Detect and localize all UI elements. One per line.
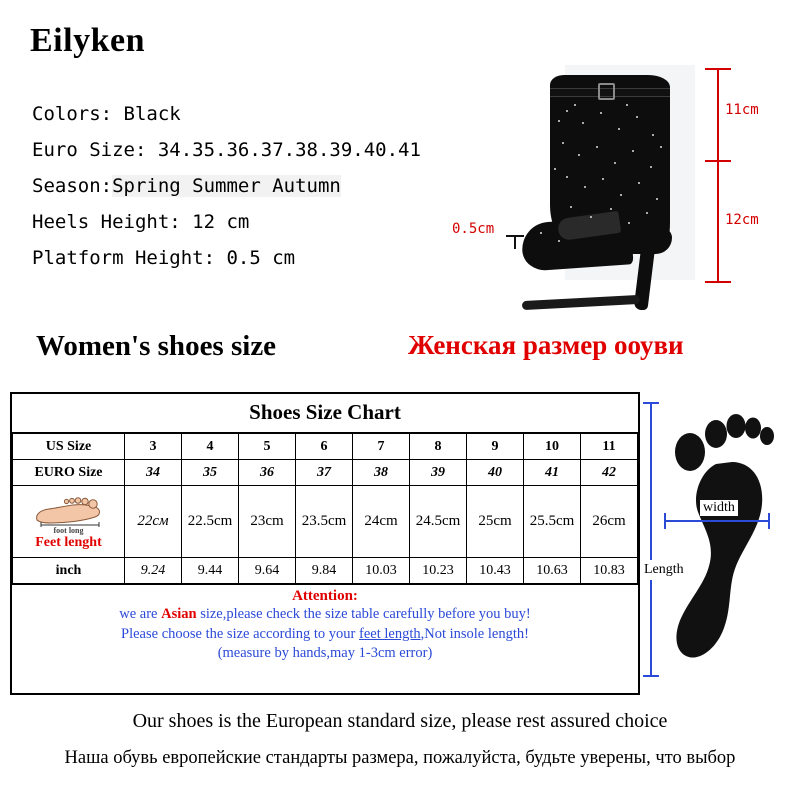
attention-line-3: (measure by hands,may 1-3cm error)	[217, 645, 433, 662]
cell-us-2: 5	[239, 434, 296, 460]
cell-us-5: 8	[410, 434, 467, 460]
measure-tick-bottom	[705, 281, 731, 283]
width-arrow-left-cap	[664, 513, 666, 529]
measure-label-shaft: 11cm	[725, 102, 759, 118]
footer-line-english: Our shoes is the European standard size, please rest assured choice	[132, 710, 668, 732]
cell-us-4: 7	[353, 434, 410, 460]
brand-logo: Eilyken	[30, 22, 145, 59]
row-label-us-size: US Size	[13, 434, 125, 460]
cell-us-1: 4	[182, 434, 239, 460]
spec-label-platform-height: Platform Height:	[32, 247, 216, 269]
cell-euro-4: 38	[353, 460, 410, 486]
measure-label-heel: 12cm	[725, 212, 759, 228]
measure-tick-top	[705, 68, 731, 70]
width-arrow-right-cap	[768, 513, 770, 529]
product-photo	[452, 50, 770, 300]
spec-value-colors: Black	[123, 103, 181, 125]
attention-line-1	[16, 605, 634, 625]
attention-line-1-red: Asian	[161, 606, 197, 622]
attention-line-2	[16, 625, 634, 645]
cell-inch-4: 10.03	[353, 558, 410, 584]
measure-platform-tick	[506, 235, 524, 237]
foot-measure-diagram	[642, 392, 792, 695]
measure-label-platform: 0.5cm	[452, 221, 495, 237]
cell-euro-1: 35	[182, 460, 239, 486]
spec-label-heels-height: Heels Height:	[32, 211, 181, 233]
cell-inch-6: 10.43	[467, 558, 524, 584]
measure-platform-rule	[514, 235, 516, 249]
cell-feet-0: 22см	[125, 486, 182, 558]
cell-euro-7: 41	[524, 460, 581, 486]
spec-label-euro-size: Euro Size:	[32, 139, 147, 161]
length-arrow-line	[650, 402, 652, 677]
attention-line-2-underline: feet length	[359, 625, 421, 642]
cell-euro-5: 39	[410, 460, 467, 486]
spec-row-season	[32, 177, 462, 196]
attention-line-1-b: size,please check the size table carefully before you buy!	[196, 606, 531, 622]
row-label-feet-length	[13, 486, 125, 558]
boot-buckle-icon	[598, 83, 615, 100]
measure-vertical-rule	[717, 68, 719, 283]
cell-euro-3: 37	[296, 460, 353, 486]
cell-feet-6: 25cm	[467, 486, 524, 558]
cell-feet-8: 26cm	[581, 486, 638, 558]
spec-value-heels-height: 12 cm	[192, 211, 250, 233]
spec-row-heels-height	[32, 213, 462, 232]
cell-inch-2: 9.64	[239, 558, 296, 584]
product-specs	[32, 105, 462, 285]
cell-us-8: 11	[581, 434, 638, 460]
size-chart	[10, 392, 640, 695]
size-chart-title: Shoes Size Chart	[12, 394, 638, 433]
cell-us-7: 10	[524, 434, 581, 460]
cell-euro-2: 36	[239, 460, 296, 486]
footer-line-russian: Наша обувь европейские стандарты размера, пожалуйста, будьте уверены, что выбор	[64, 748, 736, 768]
measure-tick-mid	[705, 160, 731, 162]
cell-us-3: 6	[296, 434, 353, 460]
foot-icon-caption: foot long	[53, 526, 84, 536]
length-label: Length	[642, 560, 686, 580]
cell-feet-2: 23cm	[239, 486, 296, 558]
cell-inch-0: 9.24	[125, 558, 182, 584]
attention-notice	[12, 584, 638, 666]
cell-euro-0: 34	[125, 460, 182, 486]
spec-row-platform-height	[32, 249, 462, 268]
spec-label-season: Season:	[32, 175, 113, 197]
size-chart-table	[12, 433, 638, 584]
boot-sole-shape	[522, 295, 640, 310]
cell-us-0: 3	[125, 434, 182, 460]
foot-silhouette-icon	[660, 400, 780, 690]
attention-line-1-a: we are	[119, 606, 162, 622]
length-arrow-bottom-cap	[643, 675, 659, 677]
cell-us-6: 9	[467, 434, 524, 460]
section-heading-english: Women's shoes size	[36, 330, 277, 362]
spec-value-platform-height: 0.5 cm	[226, 247, 296, 269]
cell-inch-3: 9.84	[296, 558, 353, 584]
cell-inch-1: 9.44	[182, 558, 239, 584]
attention-line-2-a: Please choose the size according to your	[121, 625, 359, 642]
row-label-feet-length-text: Feet lenght	[35, 535, 102, 551]
section-heading-russian: Женская размер ооуви	[408, 330, 684, 360]
table-row-inch	[13, 558, 638, 584]
width-arrow-line	[664, 520, 770, 522]
cell-feet-7: 25.5cm	[524, 486, 581, 558]
spec-row-colors	[32, 105, 462, 124]
spec-label-colors: Colors:	[32, 103, 113, 125]
spec-row-euro-size	[32, 141, 462, 160]
cell-euro-6: 40	[467, 460, 524, 486]
spec-value-euro-size: 34.35.36.37.38.39.40.41	[157, 139, 421, 161]
cell-feet-3: 23.5cm	[296, 486, 353, 558]
cell-euro-8: 42	[581, 460, 638, 486]
cell-feet-1: 22.5cm	[182, 486, 239, 558]
row-label-euro-size: EURO Size	[13, 460, 125, 486]
cell-inch-5: 10.23	[410, 558, 467, 584]
width-label: width	[700, 500, 738, 516]
length-arrow-top-cap	[643, 402, 659, 404]
table-row-feet-length	[13, 486, 638, 558]
table-row-us-size	[13, 434, 638, 460]
cell-inch-7: 10.63	[524, 558, 581, 584]
spec-value-season: Spring Summer Autumn	[112, 175, 341, 197]
cell-feet-5: 24.5cm	[410, 486, 467, 558]
foot-icon	[31, 494, 107, 528]
cell-inch-8: 10.83	[581, 558, 638, 584]
row-label-inch: inch	[13, 558, 125, 584]
cell-feet-4: 24cm	[353, 486, 410, 558]
attention-line-2-b: ,Not insole length!	[420, 625, 529, 642]
table-row-euro-size	[13, 460, 638, 486]
attention-title: Attention:	[292, 588, 358, 604]
